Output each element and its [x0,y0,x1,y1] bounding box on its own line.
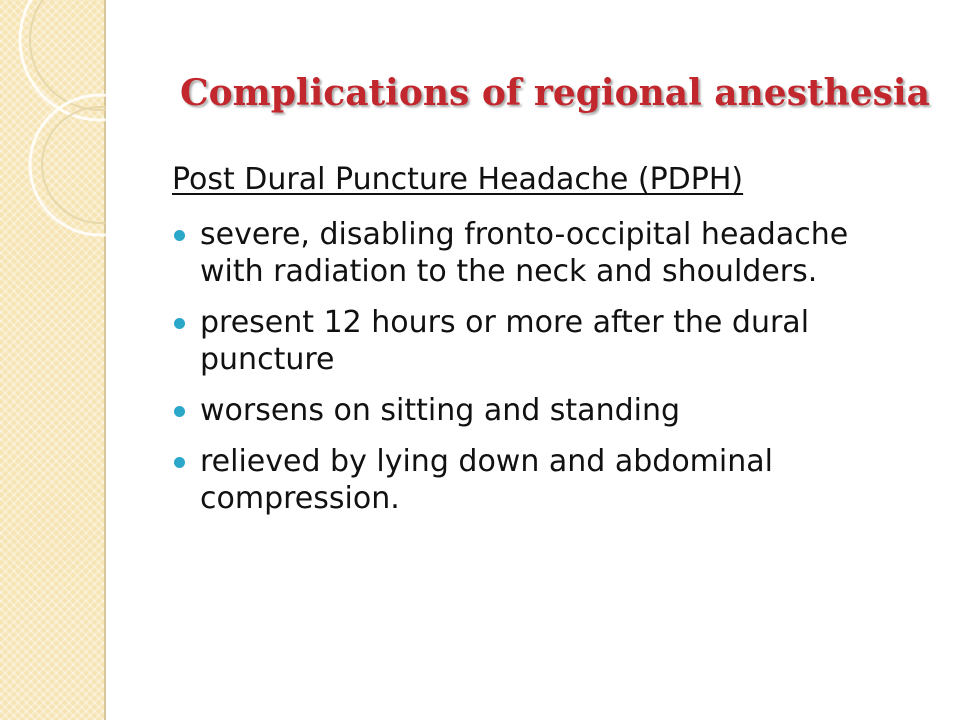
bullet-dot-icon [174,230,185,241]
bullet-dot-icon [174,457,185,468]
bullet-text-line-2: compression. [200,481,400,516]
slide-title: Complications of regional anesthesia [180,72,930,114]
bullet-text-line-1: present 12 hours or more after the dural [200,305,810,340]
bullet-text-line-2: with radiation to the neck and shoulders. [200,254,818,289]
bullet-text-line-2: puncture [200,342,335,377]
bullet-text-line-1: severe, disabling fronto-occipital headache [200,217,849,252]
bullet-item [172,443,932,517]
decorative-circles-graphic [0,0,106,720]
bullet-item [172,216,932,290]
bullet-item [172,304,932,378]
bullet-dot-icon [174,406,185,417]
bullet-dot-icon [174,318,185,329]
subheading: Post Dural Puncture Headache (PDPH) [172,162,744,197]
slide-content [172,160,932,531]
decorative-side-band [0,0,106,720]
bullet-text-line-1: relieved by lying down and abdominal [200,444,773,479]
bullet-text-line-1: worsens on sitting and standing [200,393,681,428]
bullet-item [172,392,932,429]
bullet-list [172,216,932,517]
